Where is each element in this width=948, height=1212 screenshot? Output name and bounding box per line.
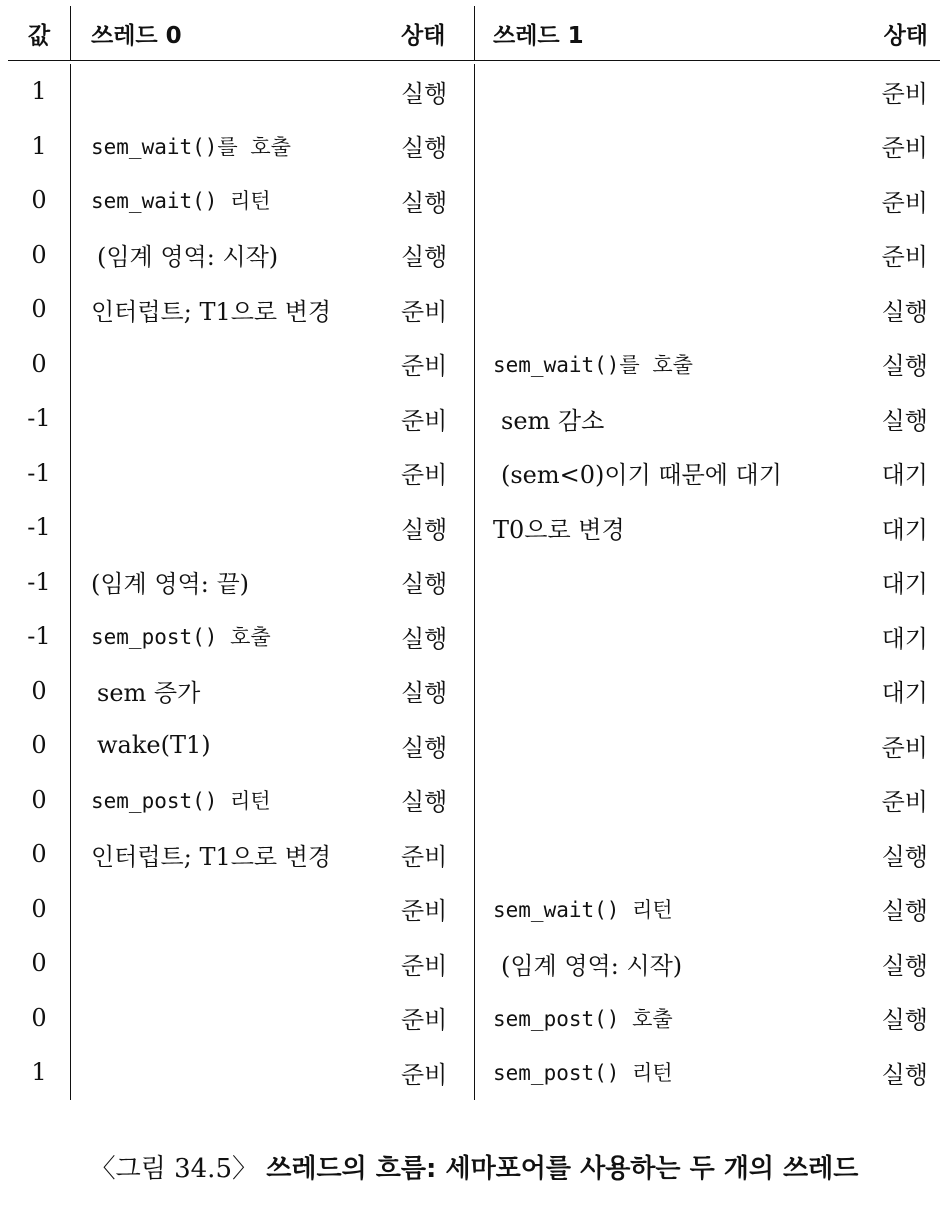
thread1-state: 실행 <box>881 1006 928 1035</box>
thread1-state: 실행 <box>881 951 928 980</box>
value-cell: 0 <box>8 664 71 719</box>
thread0-state: 실행 <box>393 173 475 228</box>
thread0-state: 실행 <box>393 664 475 719</box>
thread1-state: 대기 <box>881 461 928 490</box>
header-thread1: 쓰레드 1 <box>493 22 584 49</box>
table-row <box>8 64 940 119</box>
table-row <box>8 882 940 937</box>
thread0-state: 준비 <box>393 391 475 446</box>
thread0-action: 인터럽트; T1으로 변경 <box>91 842 332 871</box>
table-row <box>8 337 940 392</box>
value-cell: 0 <box>8 773 71 828</box>
thread1-action: sem_wait() 리턴 <box>493 897 673 922</box>
thread0-action: sem_post() 호출 <box>91 625 271 650</box>
thread0-action <box>71 991 393 1046</box>
thread1-action: T0으로 변경 <box>493 515 625 544</box>
thread0-action <box>71 1045 393 1100</box>
thread1-state: 실행 <box>881 1060 928 1089</box>
thread1-state: 실행 <box>881 842 928 871</box>
thread0-state: 실행 <box>393 228 475 283</box>
thread1-action <box>475 555 847 610</box>
thread0-state: 실행 <box>393 718 475 773</box>
table-row <box>8 446 940 501</box>
thread1-action <box>475 664 847 719</box>
table-row <box>8 119 940 174</box>
table-header <box>8 6 940 61</box>
thread1-state: 대기 <box>881 570 928 599</box>
thread0-state: 실행 <box>393 119 475 174</box>
value-cell: 0 <box>8 228 71 283</box>
table-row <box>8 500 940 555</box>
table-row <box>8 991 940 1046</box>
value-cell: 0 <box>8 882 71 937</box>
value-cell: 0 <box>8 991 71 1046</box>
thread0-state: 준비 <box>393 337 475 392</box>
table-row <box>8 391 940 446</box>
thread1-state: 실행 <box>881 406 928 435</box>
thread0-state: 준비 <box>393 936 475 991</box>
value-cell: 1 <box>8 1045 71 1100</box>
thread0-state: 실행 <box>393 500 475 555</box>
table-row <box>8 555 940 610</box>
value-cell: 1 <box>8 64 71 119</box>
figure-title: 쓰레드의 흐름: 세마포어를 사용하는 두 개의 쓰레드 <box>266 1154 859 1184</box>
value-cell: 0 <box>8 173 71 228</box>
thread1-state: 준비 <box>881 79 928 108</box>
header-value: 값 <box>8 6 71 60</box>
header-state0: 상태 <box>393 6 475 60</box>
table-row <box>8 936 940 991</box>
thread0-state: 실행 <box>393 609 475 664</box>
thread0-state: 준비 <box>393 446 475 501</box>
thread1-action: (sem<0)이기 때문에 대기 <box>501 461 782 490</box>
thread1-state: 대기 <box>881 624 928 653</box>
value-cell: 0 <box>8 337 71 392</box>
thread1-state: 실행 <box>881 897 928 926</box>
thread1-action: sem 감소 <box>501 406 605 435</box>
thread0-action <box>71 391 393 446</box>
thread0-action: wake(T1) <box>97 731 211 760</box>
thread0-action: (임계 영역: 끝) <box>91 570 249 599</box>
table-row <box>8 664 940 719</box>
thread1-state: 준비 <box>881 188 928 217</box>
value-cell: -1 <box>8 391 71 446</box>
value-cell: 0 <box>8 827 71 882</box>
thread1-state: 준비 <box>881 788 928 817</box>
thread0-action <box>71 64 393 119</box>
thread1-action <box>475 228 847 283</box>
thread1-state: 대기 <box>881 679 928 708</box>
figure-label: 〈그림 34.5〉 <box>89 1154 258 1184</box>
thread0-state: 준비 <box>393 827 475 882</box>
thread0-state: 준비 <box>393 882 475 937</box>
thread0-state: 실행 <box>393 555 475 610</box>
thread1-state: 실행 <box>881 297 928 326</box>
value-cell: 0 <box>8 936 71 991</box>
value-cell: -1 <box>8 446 71 501</box>
thread1-action: (임계 영역: 시작) <box>501 951 683 980</box>
table-row <box>8 609 940 664</box>
thread1-action <box>475 173 847 228</box>
table-row <box>8 773 940 828</box>
thread1-action: sem_post() 호출 <box>493 1006 673 1031</box>
header-thread0: 쓰레드 0 <box>91 22 182 49</box>
thread0-action <box>71 882 393 937</box>
value-cell: -1 <box>8 555 71 610</box>
table-row <box>8 827 940 882</box>
thread1-action <box>475 64 847 119</box>
thread0-state: 실행 <box>393 773 475 828</box>
thread0-state: 준비 <box>393 991 475 1046</box>
header-state1: 상태 <box>883 22 928 49</box>
thread1-action <box>475 718 847 773</box>
value-cell: -1 <box>8 500 71 555</box>
thread0-action: 인터럽트; T1으로 변경 <box>91 297 332 326</box>
figure-caption <box>0 1148 948 1185</box>
thread0-action: (임계 영역: 시작) <box>97 243 279 272</box>
thread0-state: 준비 <box>393 1045 475 1100</box>
thread0-state: 실행 <box>393 64 475 119</box>
table-row <box>8 1045 940 1100</box>
thread0-action: sem_wait() 리턴 <box>91 189 271 214</box>
thread1-action <box>475 773 847 828</box>
table-row <box>8 173 940 228</box>
value-cell: 0 <box>8 282 71 337</box>
thread1-state: 실행 <box>881 352 928 381</box>
thread1-state: 준비 <box>881 243 928 272</box>
thread0-action <box>71 446 393 501</box>
thread0-action: sem_post() 리턴 <box>91 788 271 813</box>
thread1-action <box>475 282 847 337</box>
thread0-action: sem 증가 <box>97 679 201 708</box>
thread0-action <box>71 337 393 392</box>
thread0-action <box>71 500 393 555</box>
thread1-action <box>475 119 847 174</box>
value-cell: 1 <box>8 119 71 174</box>
thread0-action <box>71 936 393 991</box>
thread1-state: 준비 <box>881 134 928 163</box>
thread0-action: sem_wait()를 호출 <box>91 134 291 159</box>
value-cell: -1 <box>8 609 71 664</box>
table-row <box>8 228 940 283</box>
thread-trace-table <box>8 6 940 1100</box>
thread1-state: 대기 <box>881 515 928 544</box>
table-row <box>8 718 940 773</box>
value-cell: 0 <box>8 718 71 773</box>
thread1-action <box>475 827 847 882</box>
thread1-state: 준비 <box>881 733 928 762</box>
thread0-state: 준비 <box>393 282 475 337</box>
thread1-action <box>475 609 847 664</box>
table-row <box>8 282 940 337</box>
thread1-action: sem_post() 리턴 <box>493 1061 673 1086</box>
thread1-action: sem_wait()를 호출 <box>493 352 693 377</box>
